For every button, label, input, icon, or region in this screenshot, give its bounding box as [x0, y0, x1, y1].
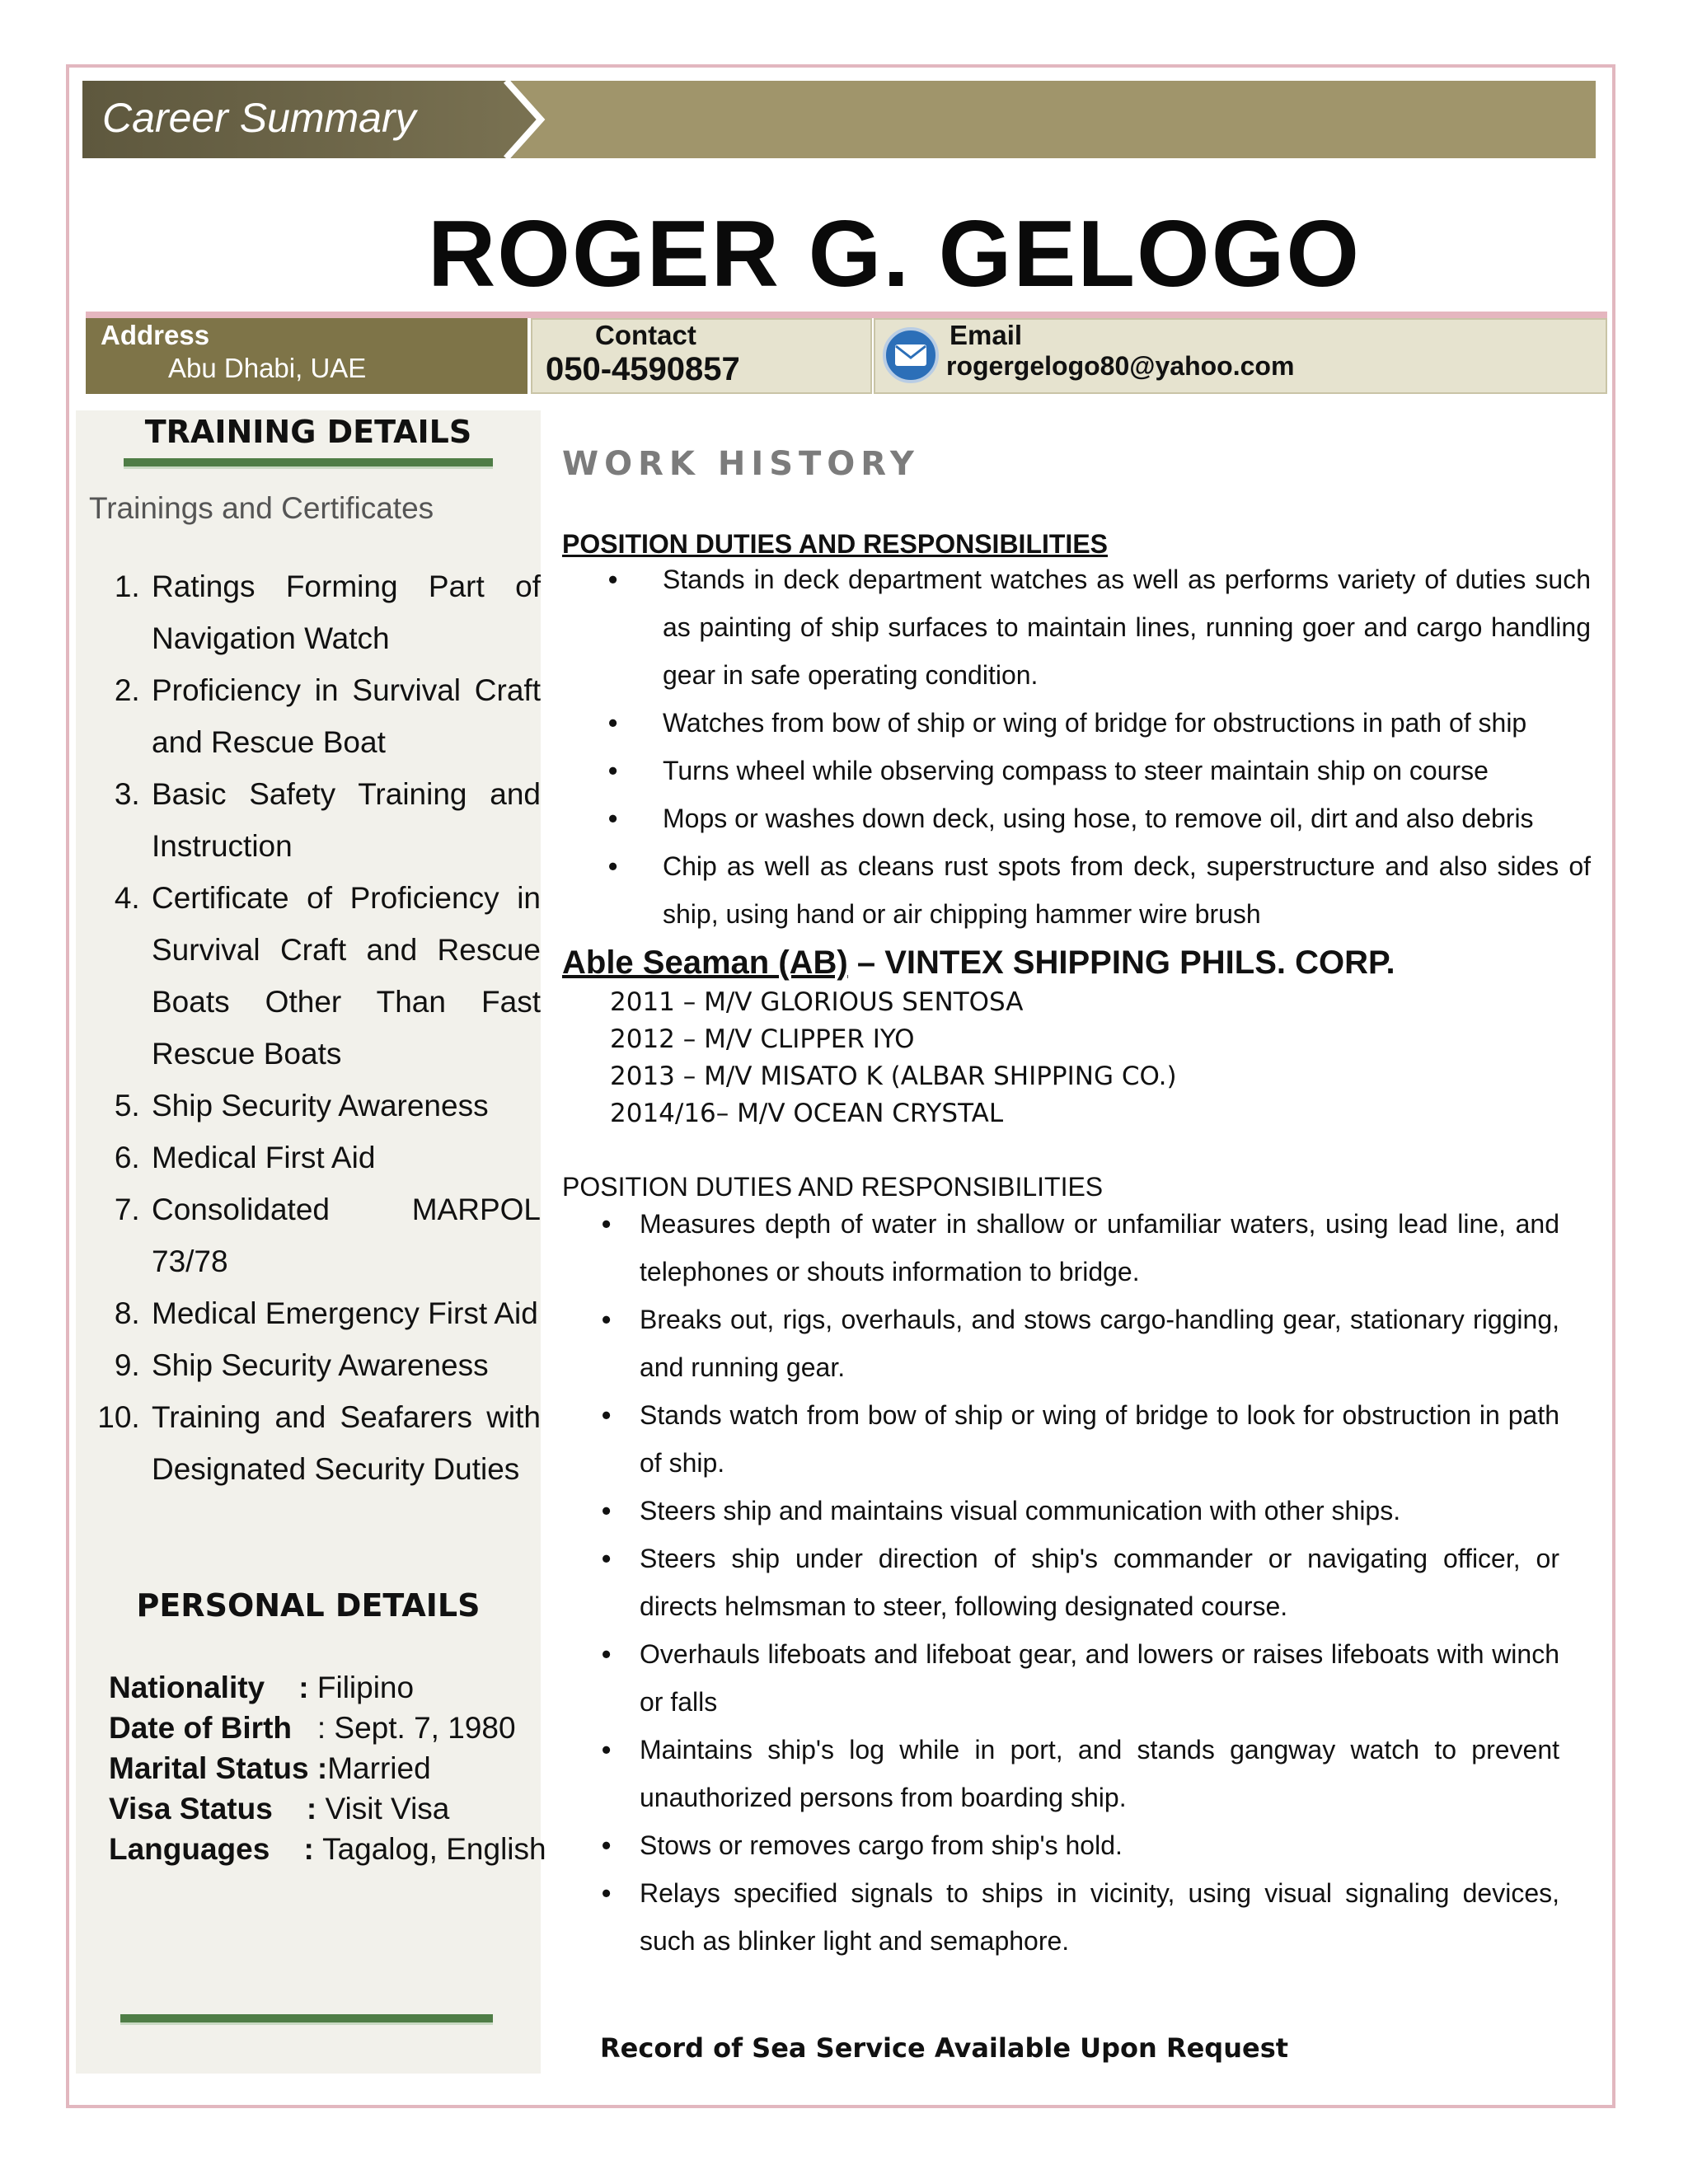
duties-heading-1: POSITION DUTIES AND RESPONSIBILITIES	[562, 529, 1108, 559]
duty-text: Stands in deck department watches as well as performs variety of duties such as painting of ship surfaces to maintain lines, running goer and cargo handling gear in safe operating condition.	[663, 565, 1591, 690]
duty-text: Breaks out, rigs, overhauls, and stows cargo-handling gear, stationary rigging, and running gear.	[640, 1305, 1559, 1382]
list-item	[608, 794, 1591, 842]
marital-label: Marital Status	[109, 1751, 309, 1785]
marital-sep: :	[308, 1751, 328, 1785]
dob-sep: :	[292, 1711, 335, 1745]
bullet-icon: •	[608, 708, 618, 738]
duties-list-1	[608, 555, 1591, 938]
bullet-icon: •	[602, 1305, 612, 1334]
personal-row-languages	[109, 1830, 546, 1869]
list-item	[602, 1391, 1559, 1487]
vessel-entry: 2011 – M/V GLORIOUS SENTOSA	[610, 987, 1024, 1017]
chevron-right-icon	[503, 81, 552, 158]
bullet-icon: •	[608, 756, 618, 785]
duty-text: Watches from bow of ship or wing of bridge for obstructions in path of ship	[663, 708, 1527, 738]
dob-label: Date of Birth	[109, 1711, 292, 1745]
list-item	[608, 842, 1591, 938]
list-item: 5. Ship Security Awareness	[148, 1080, 541, 1132]
job-position: Able Seaman (AB)	[562, 944, 848, 981]
bullet-icon: •	[602, 1496, 612, 1526]
vessel-entry: 2012 – M/V CLIPPER IYO	[610, 1024, 915, 1054]
visa-sep: :	[272, 1792, 326, 1825]
list-item	[602, 1869, 1559, 1965]
candidate-name: ROGER G. GELOGO	[427, 202, 1362, 307]
bullet-icon: •	[602, 1878, 612, 1908]
duty-text: Stands watch from bow of ship or wing of bridge to look for obstruction in path of ship.	[640, 1400, 1559, 1478]
list-item: 4. Certificate of Proficiency in Survival Craft and Rescue Boats Other Than Fast Rescue Boats	[148, 872, 541, 1080]
list-item: 10. Training and Seafarers with Designated Security Duties	[148, 1391, 541, 1495]
email-label: Email	[950, 320, 1023, 350]
visa-value: Visit Visa	[325, 1792, 450, 1825]
list-item	[608, 747, 1591, 794]
personal-row-visa	[109, 1789, 449, 1829]
banner-title: Career Summary	[102, 95, 416, 141]
duties-heading-2: POSITION DUTIES AND RESPONSIBILITIES	[562, 1172, 1104, 1202]
training-list	[89, 560, 541, 1495]
bullet-icon: •	[608, 565, 618, 594]
training-title-rule	[124, 458, 493, 469]
envelope-icon	[882, 326, 940, 384]
job-company: – VINTEX SHIPPING PHILS. CORP.	[847, 944, 1395, 981]
duty-text: Overhauls lifeboats and lifeboat gear, and lowers or raises lifeboats with winch or falls	[640, 1639, 1559, 1717]
contact-bar	[86, 318, 1607, 394]
list-item	[602, 1535, 1559, 1630]
bullet-icon: •	[602, 1639, 612, 1669]
marital-value: Married	[327, 1751, 431, 1785]
name-divider	[86, 312, 1607, 318]
training-subtitle: Trainings and Certificates	[89, 491, 434, 525]
list-item: 9. Ship Security Awareness	[148, 1339, 541, 1391]
list-item: 6. Medical First Aid	[148, 1132, 541, 1183]
personal-row-dob	[109, 1708, 516, 1748]
duty-text: Mops or washes down deck, using hose, to remove oil, dirt and also debris	[663, 804, 1534, 833]
phone-number[interactable]: 050-4590857	[546, 351, 740, 387]
job-title	[562, 944, 1395, 982]
duty-text: Steers ship and maintains visual communication with other ships.	[640, 1496, 1401, 1526]
list-item: 7. Consolidated MARPOL 73/78	[148, 1183, 541, 1287]
list-item: 2. Proficiency in Survival Craft and Rescue Boat	[148, 664, 541, 768]
work-history-title: WORK HISTORY	[562, 445, 920, 483]
list-item: 3. Basic Safety Training and Instruction	[148, 768, 541, 872]
bullet-icon: •	[602, 1735, 612, 1765]
vessel-entry: 2014/16– M/V OCEAN CRYSTAL	[610, 1099, 1004, 1128]
nationality-value: Filipino	[316, 1671, 415, 1704]
visa-label: Visa Status	[109, 1792, 273, 1825]
list-item	[602, 1200, 1559, 1296]
personal-row-nationality	[109, 1668, 414, 1708]
duty-text: Maintains ship's log while in port, and stands gangway watch to prevent unauthorized persons from boarding ship.	[640, 1735, 1559, 1812]
duty-text: Measures depth of water in shallow or unfamiliar waters, using lead line, and telephones or shouts information to bridge.	[640, 1209, 1559, 1286]
vessel-entry: 2013 – M/V MISATO K (ALBAR SHIPPING CO.)	[610, 1062, 1177, 1091]
list-item: 1. Ratings Forming Part of Navigation Watch	[148, 560, 541, 664]
duty-text: Chip as well as cleans rust spots from deck, superstructure and also sides of ship, using hand or air chipping hammer wire brush	[663, 851, 1591, 929]
list-item: 8. Medical Emergency First Aid	[148, 1287, 541, 1339]
list-item	[608, 555, 1591, 699]
address-value: Abu Dhabi, UAE	[168, 353, 367, 383]
duties-list-2	[602, 1200, 1559, 1965]
bullet-icon: •	[608, 851, 618, 881]
address-block	[86, 318, 528, 394]
address-label: Address	[101, 320, 210, 350]
list-item	[608, 699, 1591, 747]
languages-value: Tagalog, English	[322, 1832, 546, 1866]
nationality-label: Nationality	[109, 1671, 265, 1704]
list-item	[602, 1630, 1559, 1726]
sidebar-bottom-rule	[120, 2014, 493, 2025]
list-item	[602, 1821, 1559, 1869]
contact-block	[531, 318, 872, 394]
email-address[interactable]: rogergelogo80@yahoo.com	[946, 351, 1295, 381]
bullet-icon: •	[602, 1830, 612, 1860]
list-item	[602, 1726, 1559, 1821]
languages-sep: :	[270, 1832, 323, 1866]
bullet-icon: •	[602, 1544, 612, 1573]
contact-label: Contact	[595, 320, 696, 350]
bullet-icon: •	[602, 1400, 612, 1430]
list-item	[602, 1296, 1559, 1391]
duty-text: Steers ship under direction of ship's commander or navigating officer, or directs helmsman to steer, following designated course.	[640, 1544, 1559, 1621]
personal-row-marital	[109, 1749, 431, 1788]
nationality-sep: :	[265, 1671, 317, 1704]
list-item	[602, 1487, 1559, 1535]
bullet-icon: •	[602, 1209, 612, 1239]
dob-value: Sept. 7, 1980	[334, 1711, 516, 1745]
email-block	[874, 318, 1607, 394]
languages-label: Languages	[109, 1832, 270, 1866]
duty-text: Turns wheel while observing compass to steer maintain ship on course	[663, 756, 1489, 785]
duty-text: Stows or removes cargo from ship's hold.	[640, 1830, 1123, 1860]
bullet-icon: •	[608, 804, 618, 833]
sea-service-note: Record of Sea Service Available Upon Request	[600, 2032, 1289, 2064]
duty-text: Relays specified signals to ships in vicinity, using visual signaling devices, such as blinker light and semaphore.	[640, 1878, 1559, 1956]
training-section-title: TRAINING DETAILS	[144, 414, 472, 450]
vessel-list	[610, 984, 1177, 1132]
personal-section-title: PERSONAL DETAILS	[136, 1587, 481, 1624]
